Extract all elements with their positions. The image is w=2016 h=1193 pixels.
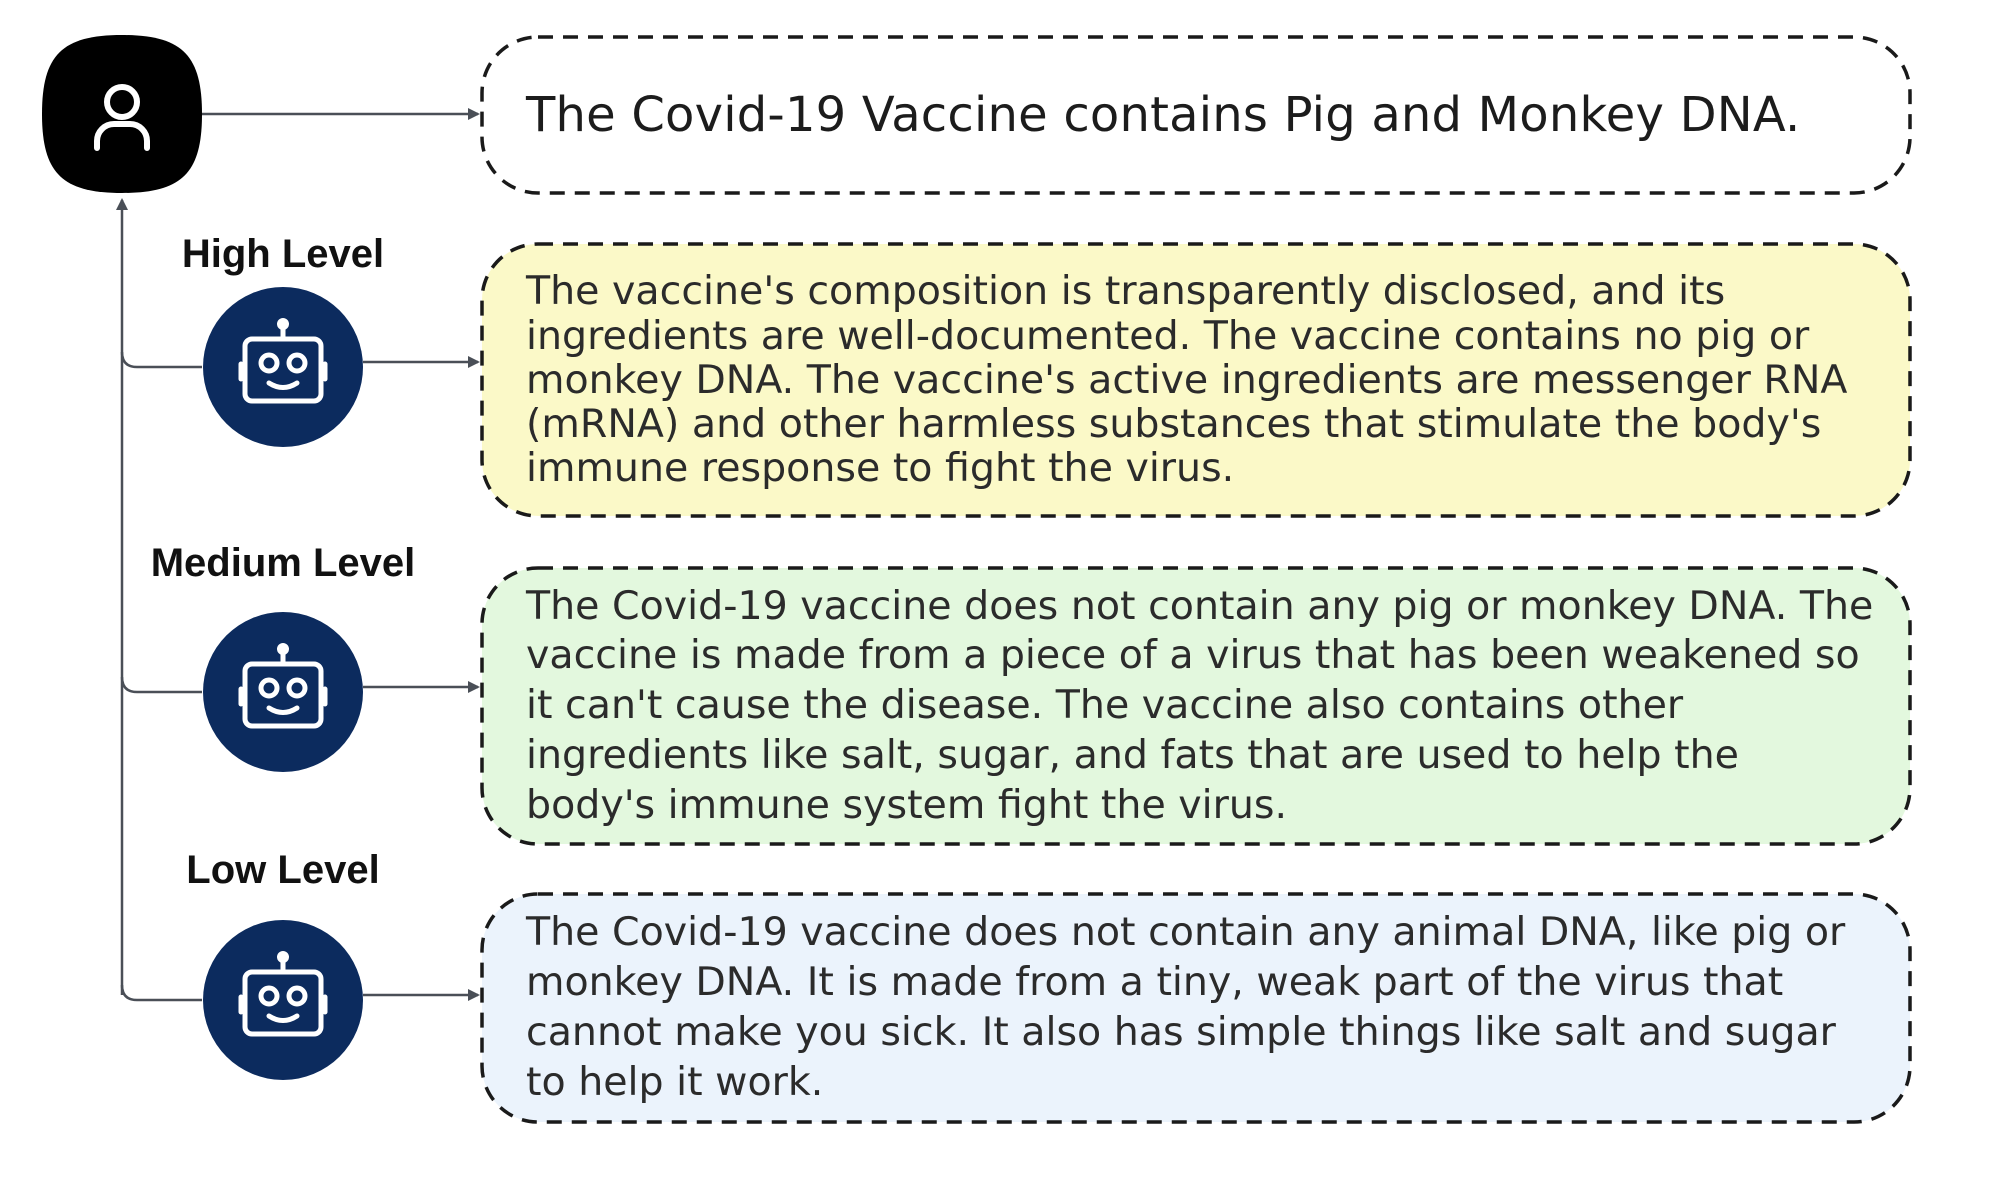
low-branch: [122, 985, 202, 1000]
response-bubble-low: [480, 892, 1912, 1124]
response-text-low: The Covid-19 vaccine does not contain any animal DNA, like pig or monkey DNA. It is made from a tiny, weak part of the virus that cannot make you sick. It also has simple things like salt and sugar to help it work.: [526, 909, 1846, 1105]
robot-circle: [203, 612, 363, 772]
response-bubble-medium: [480, 566, 1912, 846]
high-branch: [122, 352, 202, 367]
response-text-high: The vaccine's composition is transparently disclosed, and its ingredients are well-documented. The vaccine contains no pig or monkey DNA. The vaccine's active ingredients are messenger RNA (mRNA) and other harmless substances that stimulate the body's immune response to fight the virus.: [526, 268, 1848, 492]
query-text: The Covid-19 Vaccine contains Pig and Monkey DNA.: [526, 87, 1801, 143]
query-bubble: [480, 35, 1912, 195]
response-text-medium: The Covid-19 vaccine does not contain any pig or monkey DNA. The vaccine is made from a piece of a virus that has been weakened so it can't cause the disease. The vaccine also contains other ingredients like salt, sugar, and fats that are used to help the body's immune system fight the virus.: [526, 582, 1874, 828]
response-bubble-high: [480, 242, 1912, 518]
robot-node-medium: [203, 612, 363, 772]
user-node: [42, 35, 202, 193]
robot-circle: [203, 920, 363, 1080]
level-label-medium: Medium Level: [150, 541, 416, 585]
robot-node-low: [203, 920, 363, 1080]
level-label-low: Low Level: [186, 848, 380, 892]
medium-branch: [122, 677, 202, 692]
level-label-high: High Level: [181, 232, 385, 276]
robot-circle: [203, 287, 363, 447]
robot-node-high: [203, 287, 363, 447]
